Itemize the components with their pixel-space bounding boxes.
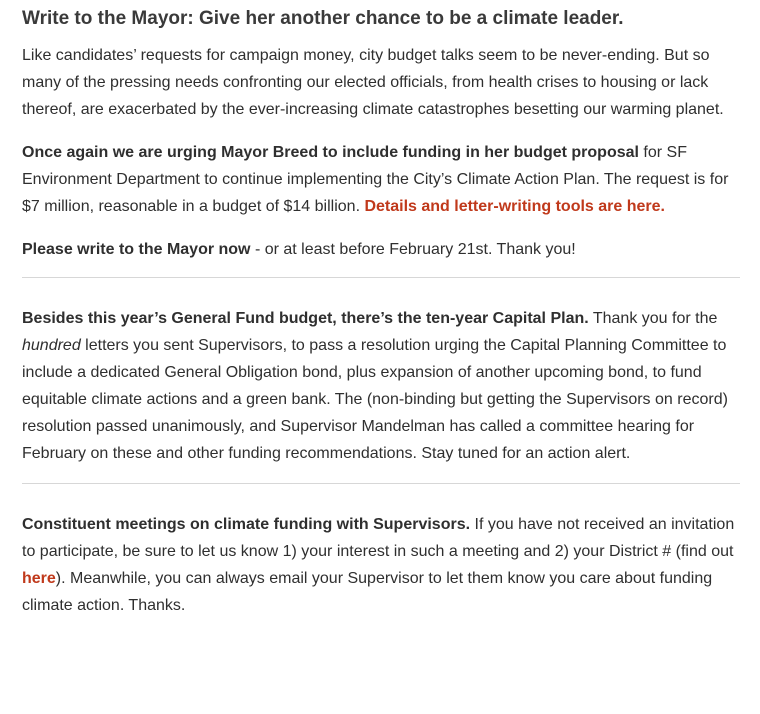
details-tools-link[interactable]: Details and letter-writing tools are here. (364, 198, 665, 215)
write-now-text: - or at least before February 21st. Thank you! (250, 241, 576, 258)
capital-plan-bold: Besides this year’s General Fund budget, there’s the ten-year Capital Plan. (22, 310, 589, 327)
urging-text: for SF Environment Department to continue implementing the City’s Climate Action Plan. The request is for $7 million, reasonable in a budget of $14 billion. (22, 144, 729, 215)
urging-paragraph (22, 139, 740, 220)
constituent-text-rest: ). Meanwhile, you can always email your Supervisor to let them know you care about funding climate action. Thanks. (22, 570, 713, 614)
write-now-paragraph (22, 236, 740, 263)
intro-paragraph: Like candidates’ requests for campaign money, city budget talks seem to be never-ending. But so many of the pressing needs confronting our elected officials, from health crises to housing or lack thereof, are exacerbated by the ever-increasing climate catastrophes besetting our warming planet. (22, 47, 724, 118)
capital-plan-text-rest: letters you sent Supervisors, to pass a resolution urging the Capital Planning Committee to include a dedicated General Obligation bond, plus expansion of another upcoming bond, to fund equitable climate actions and a green bank. The (non-binding but getting the Supervisors on record) resolution passed unanimously, and Supervisor Mandelman has called a committee hearing for February on these and other funding recommendations. Stay tuned for an action alert. (22, 337, 728, 462)
write-now-bold: Please write to the Mayor now (22, 241, 251, 258)
capital-plan-text: Thank you for the (588, 310, 718, 327)
divider (22, 277, 740, 278)
constituent-paragraph (22, 511, 740, 619)
constituent-text: If you have not received an invitation to participate, be sure to let us know 1) your interest in such a meeting and 2) your District # (find out (22, 516, 735, 560)
capital-plan-paragraph (22, 305, 740, 467)
urging-bold: Once again we are urging Mayor Breed to include funding in her budget proposal (22, 144, 639, 161)
find-district-link[interactable]: here (22, 570, 56, 587)
constituent-bold: Constituent meetings on climate funding with Supervisors. (22, 516, 471, 533)
divider (22, 483, 740, 484)
capital-plan-italic: hundred (22, 337, 81, 354)
section-title: Write to the Mayor: Give her another chance to be a climate leader. (22, 8, 624, 29)
